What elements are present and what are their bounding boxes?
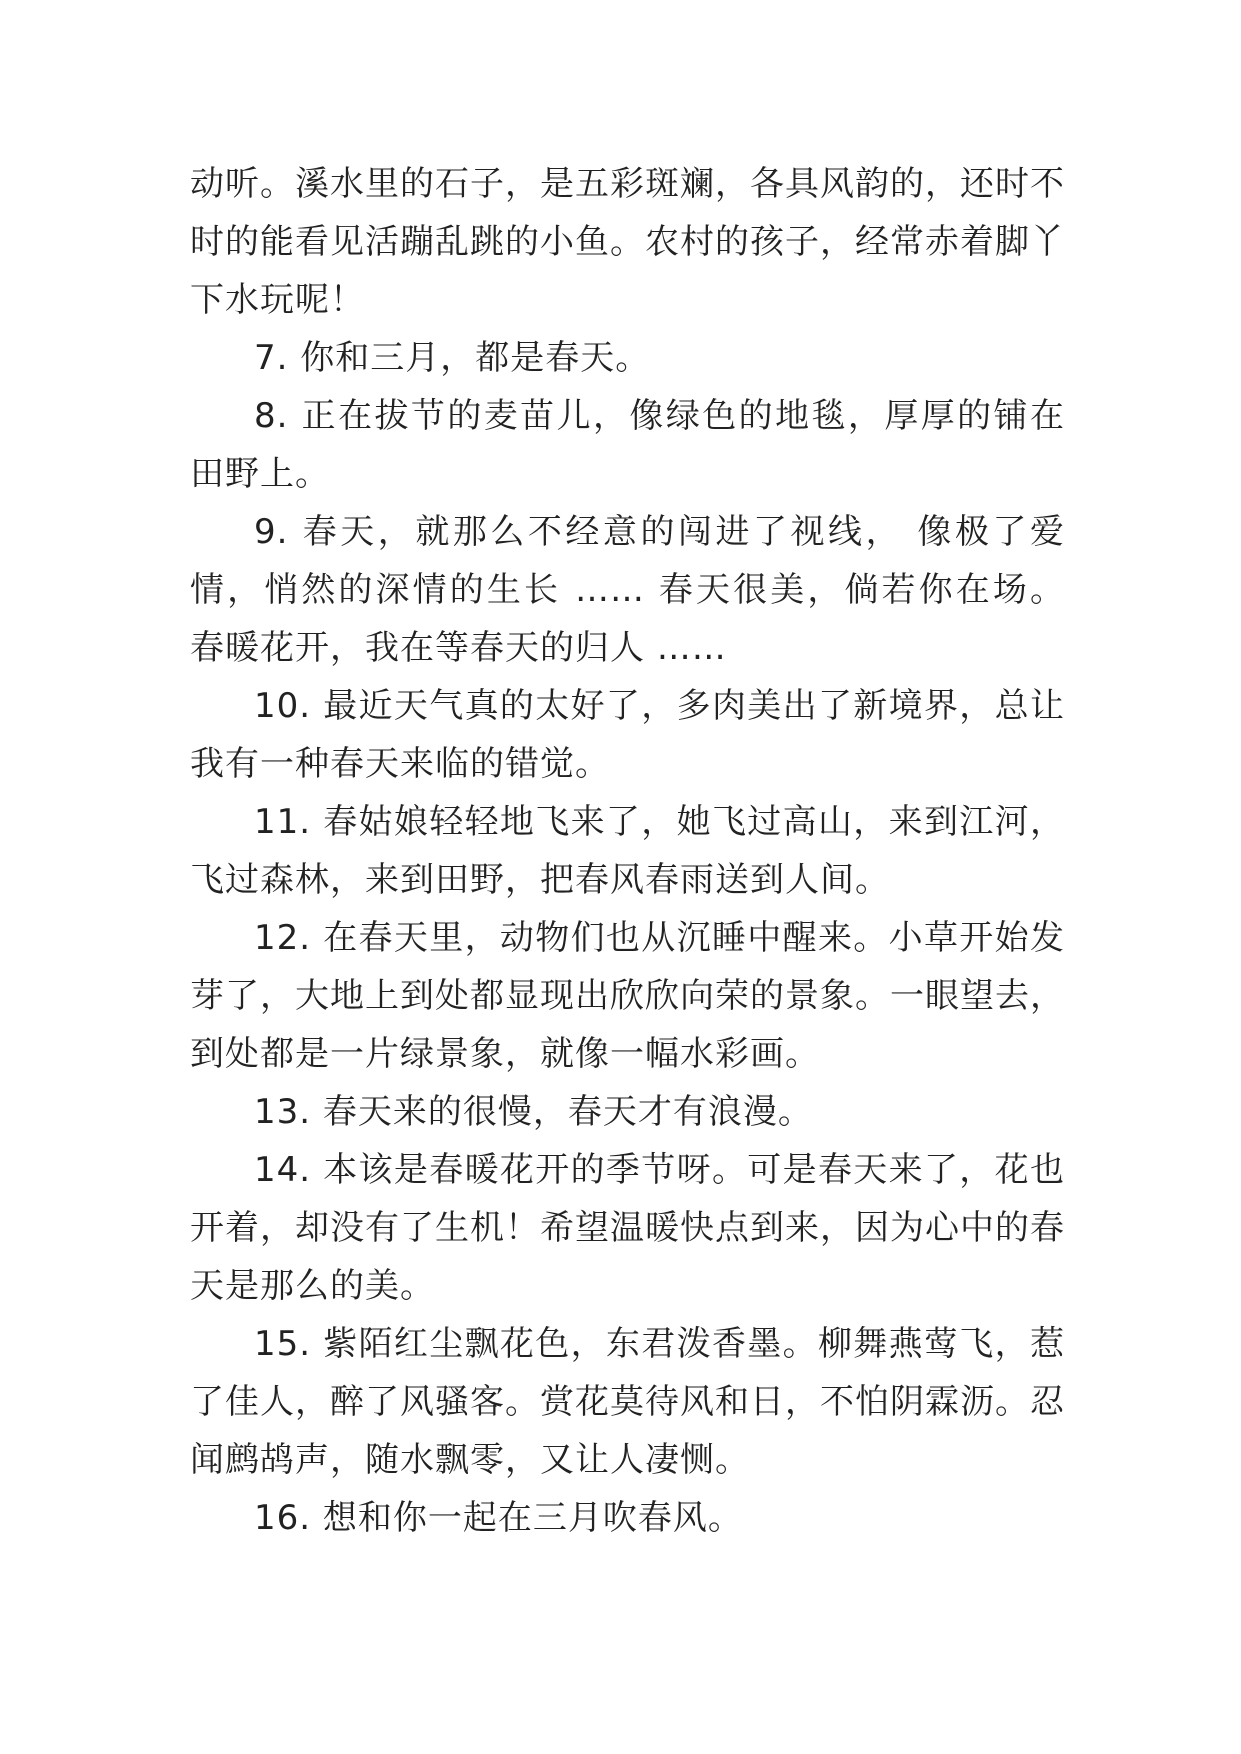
continuation-paragraph: 动听。溪水里的石子，是五彩斑斓，各具风韵的，还时不时的能看见活蹦乱跳的小鱼。农村的孩子，经常赤着脚丫下水玩呢！ <box>190 164 1065 320</box>
list-item: 14. 本该是春暖花开的季节呀。可是春天来了，花也开着，却没有了生机！希望温暖快点到来，因为心中的春天是那么的美。 <box>190 1150 1065 1306</box>
list-item: 13. 春天来的很慢，春天才有浪漫。 <box>254 1092 813 1132</box>
list-item: 16. 想和你一起在三月吹春风。 <box>254 1498 743 1538</box>
list-item: 7. 你和三月，都是春天。 <box>254 338 651 378</box>
list-item: 15. 紫陌红尘飘花色，东君泼香墨。柳舞燕莺飞，惹了佳人，醉了风骚客。赏花莫待风和日，不怕阴霖沥。忍闻鹧鸪声，随水飘零，又让人凄恻。 <box>190 1324 1065 1480</box>
list-item: 9. 春天，就那么不经意的闯进了视线， 像极了爱情，悄然的深情的生长 …… 春天很美，倘若你在场。 春暖花开，我在等春天的归人 …… <box>190 512 1065 668</box>
list-item: 10. 最近天气真的太好了，多肉美出了新境界，总让我有一种春天来临的错觉。 <box>190 686 1065 784</box>
document-body <box>190 155 1065 1547</box>
list-item: 11. 春姑娘轻轻地飞来了，她飞过高山，来到江河，飞过森林，来到田野，把春风春雨送到人间。 <box>190 802 1065 900</box>
list-item: 12. 在春天里，动物们也从沉睡中醒来。小草开始发芽了，大地上到处都显现出欣欣向荣的景象。一眼望去，到处都是一片绿景象，就像一幅水彩画。 <box>190 918 1065 1074</box>
list-item: 8. 正在拔节的麦苗儿，像绿色的地毯，厚厚的铺在田野上。 <box>190 396 1065 494</box>
